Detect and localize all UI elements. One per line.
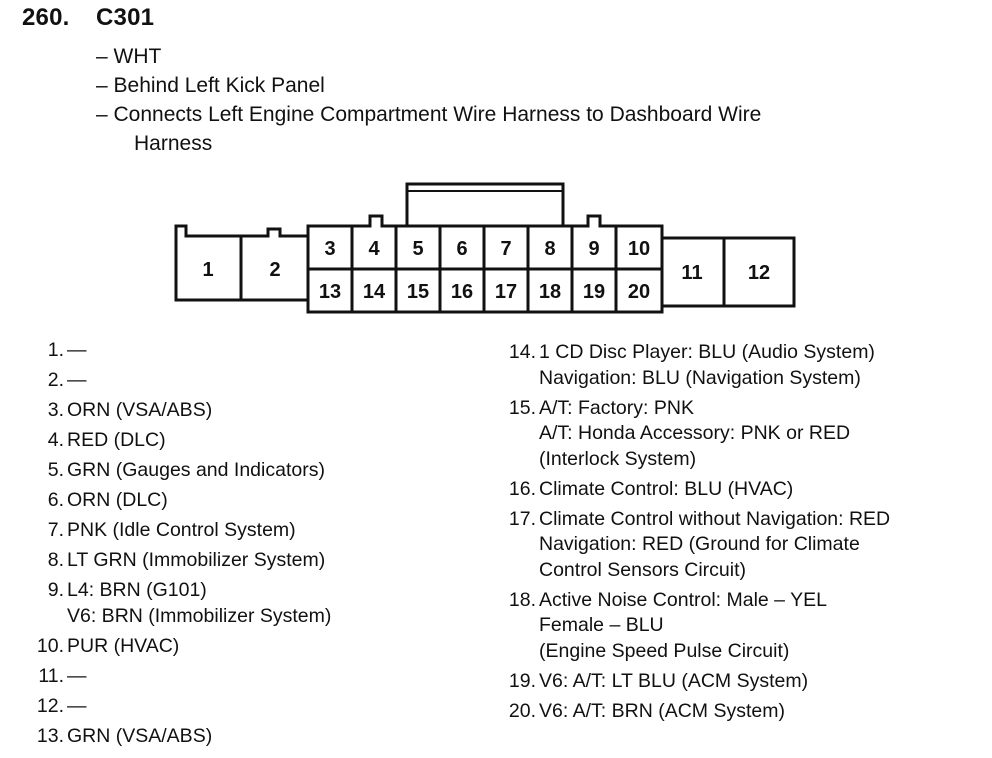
pin-circuit-line: V6: A/T: BRN (ACM System) (539, 699, 785, 722)
pin-list-right (500, 340, 890, 729)
pin-circuit-text (539, 340, 875, 391)
pin-circuit-line: — (67, 339, 87, 361)
pin-number: 8. (47, 549, 64, 571)
cavity-11-label: 11 (681, 262, 703, 284)
pin-entry (500, 340, 890, 391)
pin-circuit-line: A/T: Honda Accessory: PNK or RED (539, 422, 851, 444)
pin-entry (500, 699, 890, 725)
pin-circuit-line: — (67, 664, 87, 687)
pin-number: 3. (47, 399, 64, 421)
pin-circuit-line: Female – BLU (539, 614, 664, 636)
pin-entry (22, 694, 331, 720)
pin-number: 2. (47, 369, 64, 391)
detail-connects: – Connects Left Engine Compartment Wire Harness to Dashboard Wire (96, 103, 762, 126)
cavity-10-label: 10 (627, 238, 651, 260)
pin-circuit-text (539, 699, 785, 725)
pin-number: 1. (47, 339, 64, 361)
pin-circuit-text (67, 578, 331, 629)
cavity-12-label: 12 (747, 262, 771, 284)
cavity-4-label: 4 (368, 238, 380, 260)
pin-circuit-text (67, 664, 87, 690)
pin-circuit-line: Control Sensors Circuit) (539, 558, 746, 581)
pin-circuit-text (67, 548, 325, 574)
cavity-8-label: 8 (544, 238, 556, 260)
pin-circuit-line: GRN (Gauges and Indicators) (67, 459, 325, 481)
pin-number: 11. (38, 664, 64, 687)
pin-circuit-line: V6: BRN (Immobilizer System) (67, 604, 332, 627)
cavity-18-label: 18 (538, 281, 562, 303)
pin-circuit-line: 1 CD Disc Player: BLU (Audio System) (539, 341, 875, 363)
pin-circuit-line: LT GRN (Immobilizer System) (67, 549, 326, 571)
pin-circuit-text (67, 338, 87, 364)
pin-entry (500, 669, 890, 695)
pin-circuit-text (67, 428, 166, 454)
pin-number: 6. (47, 489, 64, 511)
connector-face-diagram (0, 0, 992, 330)
pin-number: 18. (508, 588, 536, 611)
detail-location: – Behind Left Kick Panel (96, 74, 325, 97)
pin-number: 19. (508, 669, 536, 692)
cavity-20-label: 20 (627, 281, 651, 303)
pin-number: 12. (36, 694, 64, 717)
pin-circuit-line: ORN (VSA/ABS) (67, 399, 213, 421)
pin-circuit-line: PUR (HVAC) (67, 634, 180, 657)
pin-circuit-text (67, 634, 179, 660)
pin-circuit-line: Climate Control: BLU (HVAC) (539, 477, 794, 500)
pin-entry (500, 507, 890, 584)
pin-circuit-line: L4: BRN (G101) (67, 579, 207, 601)
pin-entry (22, 458, 331, 484)
pin-number: 13. (36, 724, 64, 747)
pin-number: 4. (47, 429, 64, 451)
pin-circuit-text (539, 588, 827, 665)
pin-circuit-line: (Interlock System) (539, 447, 697, 470)
pin-circuit-line: V6: A/T: LT BLU (ACM System) (539, 669, 809, 692)
pin-circuit-line: Active Noise Control: Male – YEL (539, 588, 827, 611)
cavity-9-label: 9 (588, 238, 600, 260)
pin-number: 10. (36, 634, 64, 657)
pin-entry (22, 518, 331, 544)
pin-circuit-line: PNK (Idle Control System) (67, 519, 296, 541)
pin-entry (22, 724, 331, 750)
detail-color: – WHT (96, 45, 162, 68)
pin-entry (22, 548, 331, 574)
cavity-17-label: 17 (494, 281, 518, 303)
pin-circuit-line: GRN (VSA/ABS) (67, 724, 213, 747)
pin-circuit-line: — (67, 694, 87, 717)
detail-connects-cont: Harness (134, 132, 213, 155)
pin-circuit-text (539, 669, 808, 695)
pin-circuit-text (67, 398, 212, 424)
pin-entry (22, 398, 331, 424)
pin-entry (500, 477, 890, 503)
cavity-19-label: 19 (582, 281, 606, 303)
pin-number: 20. (508, 699, 536, 722)
pin-entry (500, 396, 890, 473)
cavity-5-label: 5 (412, 238, 424, 260)
pin-circuit-line: (Engine Speed Pulse Circuit) (539, 639, 790, 662)
pin-circuit-line: Navigation: RED (Ground for Climate (539, 533, 860, 555)
pin-circuit-line: Navigation: BLU (Navigation System) (539, 366, 861, 389)
pin-entry (22, 634, 331, 660)
pin-circuit-text (67, 368, 87, 394)
cavity-13-label: 13 (318, 281, 342, 303)
pin-circuit-line: Climate Control without Navigation: RED (539, 507, 891, 530)
pin-circuit-text (539, 507, 890, 584)
pin-entry (22, 578, 331, 629)
pin-number: 7. (47, 519, 64, 541)
pin-entry (22, 664, 331, 690)
connector-id: C301 (96, 4, 155, 31)
cavity-14-label: 14 (362, 281, 386, 303)
pin-circuit-line: ORN (DLC) (67, 489, 168, 511)
cavity-1-label: 1 (202, 259, 214, 281)
pin-circuit-text (539, 396, 850, 473)
pin-circuit-text (67, 724, 212, 750)
pin-number: 9. (47, 579, 64, 601)
pin-circuit-line: — (67, 369, 87, 391)
pin-entry (22, 338, 331, 364)
cavity-3-label: 3 (324, 238, 336, 260)
pin-circuit-text (539, 477, 793, 503)
pin-number: 16. (508, 477, 536, 500)
pin-circuit-line: A/T: Factory: PNK (539, 396, 694, 419)
pin-circuit-text (67, 458, 325, 484)
pin-circuit-text (67, 518, 296, 544)
cavity-7-label: 7 (500, 238, 512, 260)
pin-entry (22, 428, 331, 454)
pin-entry (500, 588, 890, 665)
pin-circuit-text (67, 488, 168, 514)
pin-number: 5. (47, 459, 64, 481)
pin-number: 17. (508, 507, 536, 530)
pin-entry (22, 368, 331, 394)
pin-circuit-line: RED (DLC) (67, 429, 166, 451)
pin-number: 15. (508, 396, 536, 419)
cavity-6-label: 6 (456, 238, 468, 260)
pin-number: 14. (508, 341, 536, 363)
pin-entry (22, 488, 331, 514)
cavity-16-label: 16 (450, 281, 474, 303)
pin-list-left (22, 338, 331, 754)
cavity-15-label: 15 (406, 281, 430, 303)
pin-circuit-text (67, 694, 87, 720)
cavity-2-label: 2 (269, 259, 281, 281)
item-number: 260. (22, 4, 70, 31)
